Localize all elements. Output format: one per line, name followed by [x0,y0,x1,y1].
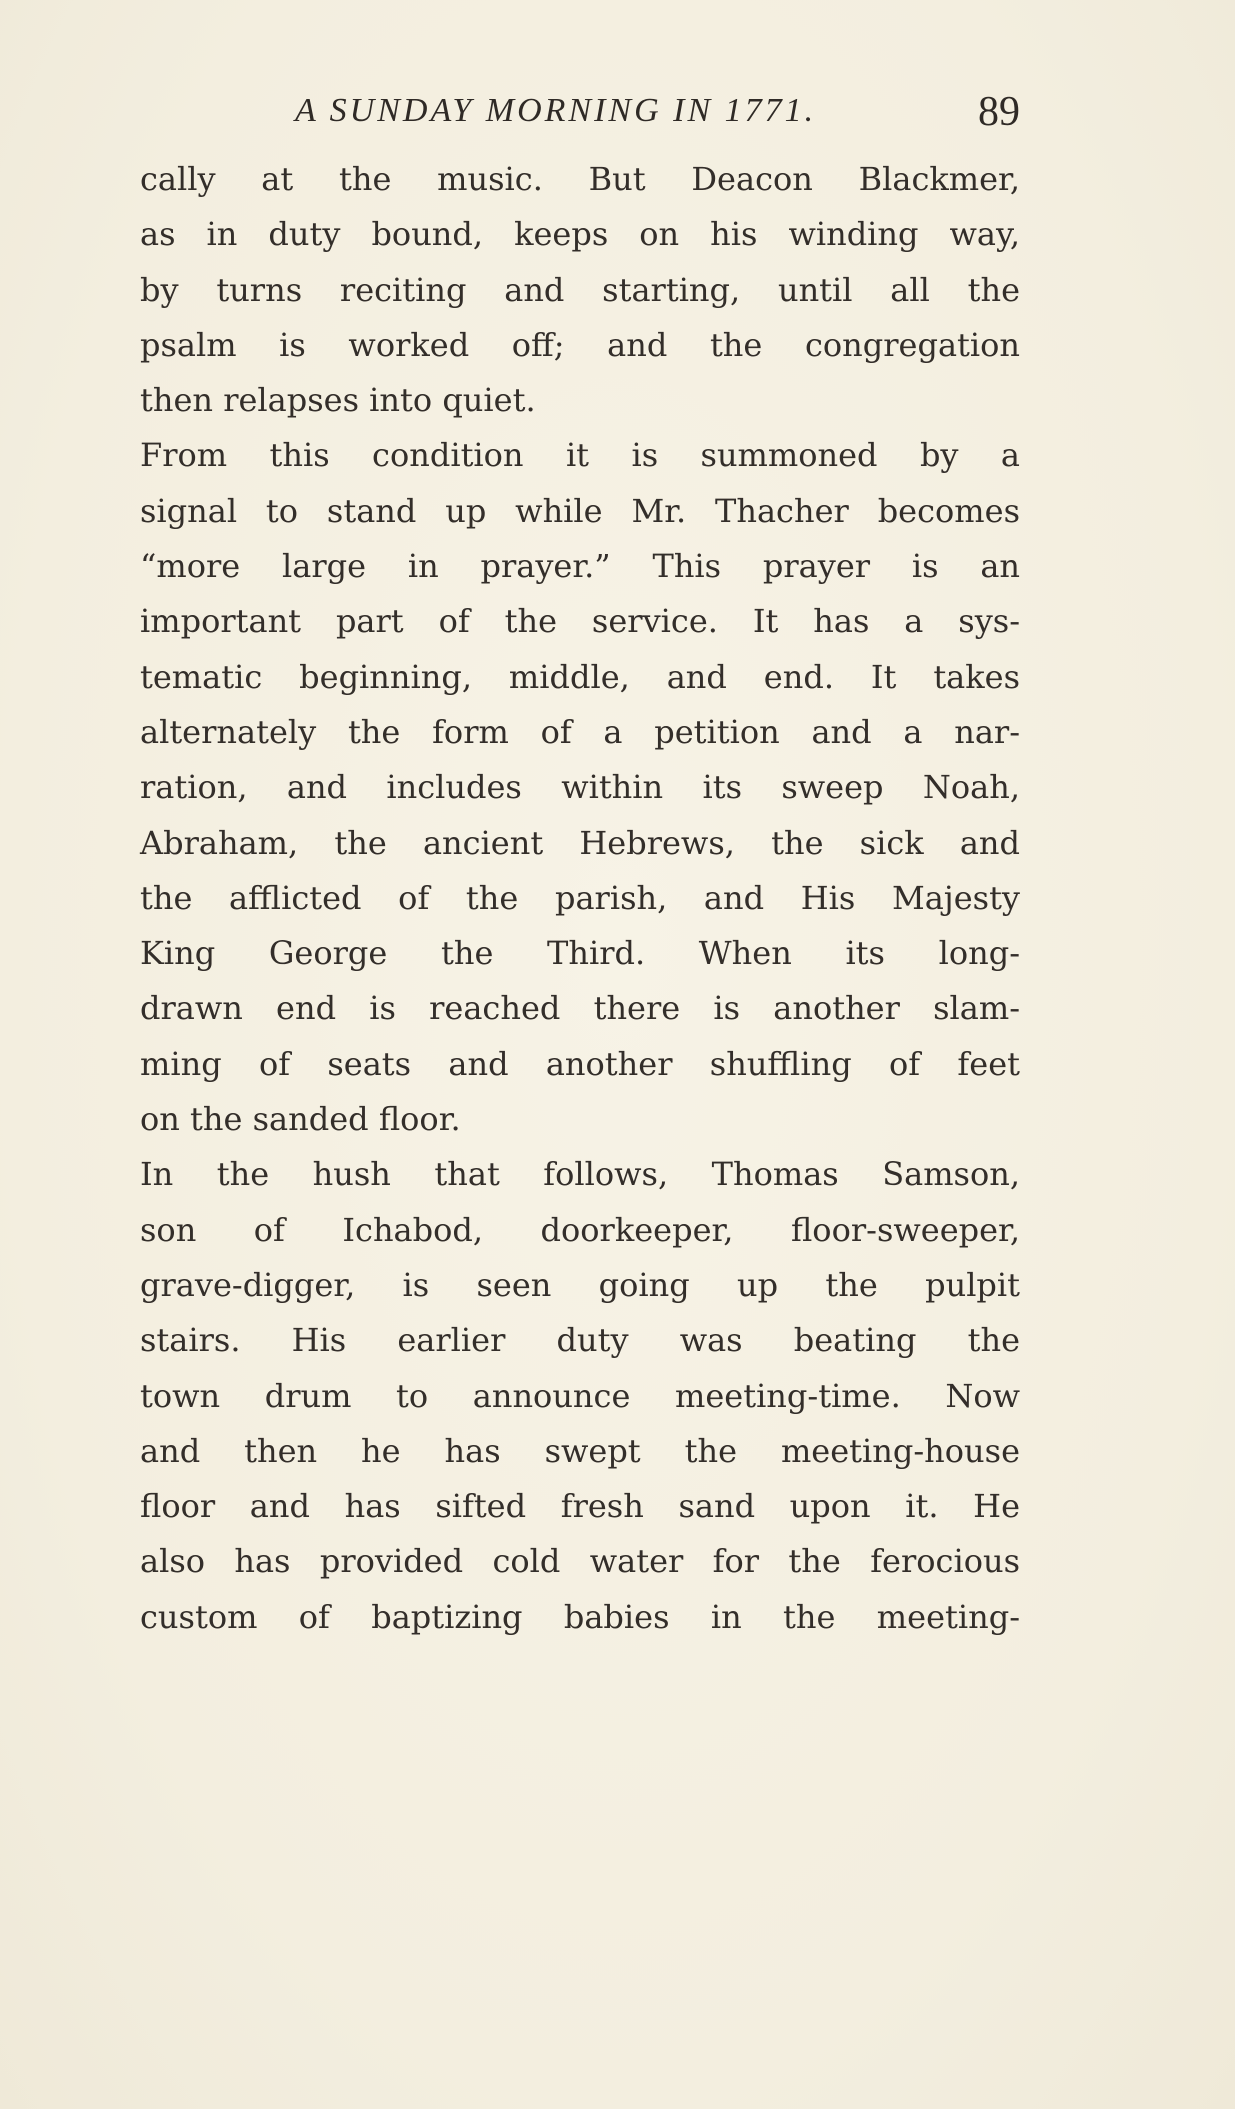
text-line: important part of the service. It has a sys- [140,602,1020,641]
text-line: town drum to announce meeting-time. Now [140,1376,1020,1415]
text-line: From this condition it is summoned by a [140,436,1020,475]
text-line: custom of baptizing babies in the meeting- [140,1597,1020,1636]
text-line: psalm is worked off; and the congregation [140,325,1020,364]
running-title: A SUNDAY MORNING IN 1771. [295,92,817,129]
text-line: drawn end is reached there is another slam- [140,989,1020,1028]
text-line: floor and has sifted fresh sand upon it. He [140,1487,1020,1526]
text-line: then relapses into quiet. [140,381,536,420]
text-line: signal to stand up while Mr. Thacher becomes [140,491,1020,530]
text-line: Abraham, the ancient Hebrews, the sick and [140,823,1020,862]
text-line: the afflicted of the parish, and His Majesty [140,878,1020,917]
text-line: also has provided cold water for the ferocious [140,1542,1020,1581]
text-line: ration, and includes within its sweep Noah, [140,768,1020,807]
text-line: King George the Third. When its long- [140,934,1020,973]
text-line: In the hush that follows, Thomas Samson, [140,1155,1020,1194]
text-line: alternately the form of a petition and a nar- [140,712,1020,751]
text-line: tematic beginning, middle, and end. It takes [140,657,1020,696]
text-line: on the sanded floor. [140,1100,461,1139]
page-number: 89 [978,89,1020,135]
text-line: ming of seats and another shuffling of feet [140,1044,1020,1083]
text-line: cally at the music. But Deacon Blackmer, [140,160,1020,198]
body-text [140,152,1020,1645]
text-line: by turns reciting and starting, until all the [140,270,1020,309]
text-line: stairs. His earlier duty was beating the [140,1321,1020,1360]
text-line: grave-digger, is seen going up the pulpit [140,1265,1020,1304]
text-line: as in duty bound, keeps on his winding way, [140,215,1020,254]
text-line: and then he has swept the meeting-house [140,1431,1020,1470]
page-header [140,89,1020,142]
text-line: son of Ichabod, doorkeeper, floor-sweeper, [140,1210,1020,1249]
text-line: “more large in prayer.” This prayer is an [140,547,1020,586]
